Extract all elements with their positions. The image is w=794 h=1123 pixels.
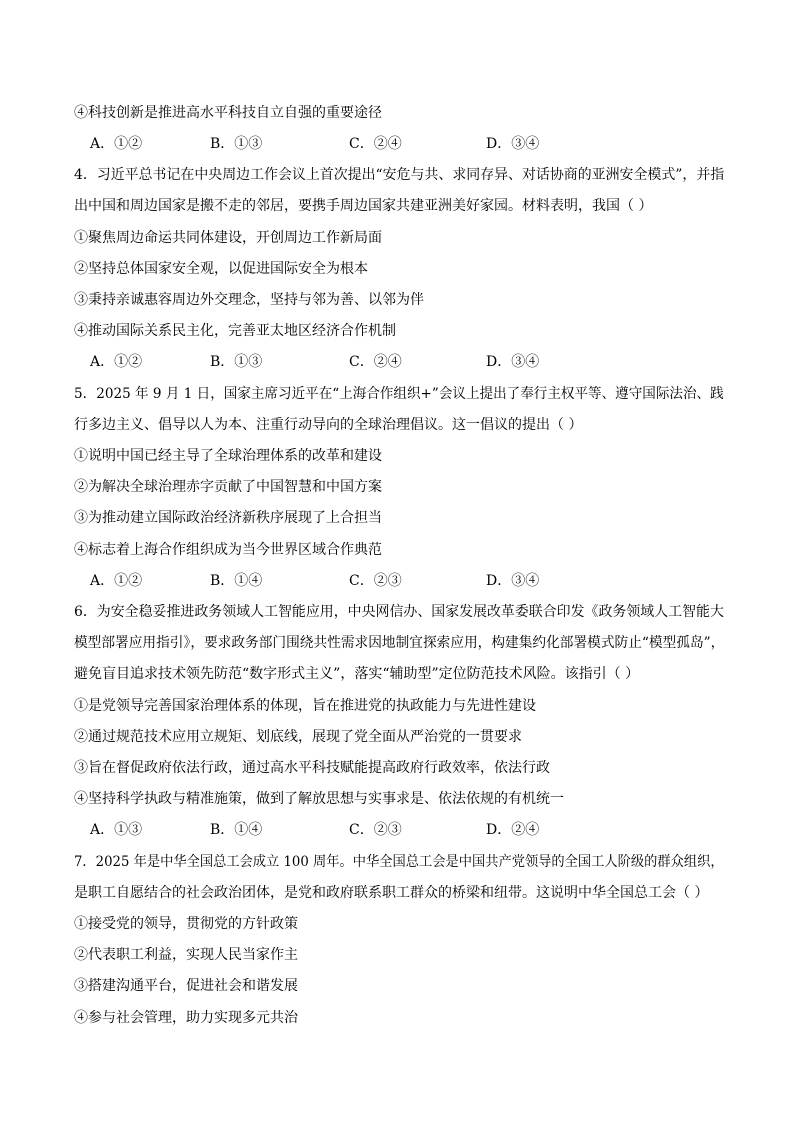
q7-option-2: ②代表职工利益，实现人民当家作主 bbox=[74, 947, 298, 963]
q7-option-4: ④参与社会管理，助力实现多元共治 bbox=[74, 1010, 298, 1026]
q6-choices bbox=[90, 820, 730, 840]
q7-option-3: ③搭建沟通平台，促进社会和谐发展 bbox=[74, 978, 298, 994]
q4-option-3: ③秉持亲诚惠容周边外交理念，坚持与邻为善、以邻为伴 bbox=[74, 292, 424, 308]
q5-option-4: ④标志着上海合作组织成为当今世界区域合作典范 bbox=[74, 542, 382, 558]
q7-stem-line-1: 7．2025 年是中华全国总工会成立 100 周年。中华全国总工会是中国共产党领导的全国工人阶级的群众组织， bbox=[74, 854, 724, 870]
q3-choice-d: D．③④ bbox=[486, 136, 540, 152]
q3-choice-a: A．①② bbox=[90, 136, 143, 152]
q4-choice-c: C．②④ bbox=[349, 354, 402, 370]
q6-stem-line-2: 模型部署应用指引》，要求政务部门围绕共性需求因地制宜探索应用，构建集约化部署模式防止“模型孤岛”， bbox=[74, 635, 725, 651]
q3-choice-c: C．②④ bbox=[349, 136, 402, 152]
q5-choices bbox=[90, 571, 730, 591]
q4-stem-line-2: 出中国和周边国家是搬不走的邻居，要携手周边国家共建亚洲美好家园。材料表明，我国（ ） bbox=[74, 198, 653, 214]
q7-option-1: ①接受党的领导，贯彻党的方针政策 bbox=[74, 916, 298, 932]
q5-choice-d: D．③④ bbox=[486, 573, 540, 589]
q5-choice-c: C．②③ bbox=[349, 573, 402, 589]
q6-stem-line-3: 避免盲目追求技术领先防范“数字形式主义”，落实“辅助型”定位防范技术风险。该指引（ ） bbox=[74, 666, 640, 682]
q6-choice-a: A．①③ bbox=[90, 822, 143, 838]
q6-choice-b: B．①④ bbox=[210, 822, 263, 838]
q6-stem-line-1: 6．为安全稳妥推进政务领域人工智能应用，中央网信办、国家发展改革委联合印发《政务领域人工智能大 bbox=[74, 604, 724, 620]
q4-stem-line-1: 4．习近平总书记在中央周边工作会议上首次提出“安危与共、求同存异、对话协商的亚洲安全模式”，并指 bbox=[74, 167, 725, 183]
q4-choice-d: D．③④ bbox=[486, 354, 540, 370]
q3-choice-b: B．①③ bbox=[210, 136, 263, 152]
q7-stem-line-2: 是职工自愿结合的社会政治团体，是党和政府联系职工群众的桥梁和纽带。这说明中华全国总工会（ ） bbox=[74, 885, 709, 901]
q6-option-2: ②通过规范技术应用立规矩、划底线，展现了党全面从严治党的一贯要求 bbox=[74, 729, 522, 745]
q4-option-1: ①聚焦周边命运共同体建设，开创周边工作新局面 bbox=[74, 230, 382, 246]
q6-option-4: ④坚持科学执政与精准施策，做到了解放思想与实事求是、依法依规的有机统一 bbox=[74, 791, 564, 807]
q3-choices bbox=[90, 134, 730, 154]
q4-option-2: ②坚持总体国家安全观，以促进国际安全为根本 bbox=[74, 261, 368, 277]
q4-choice-b: B．①③ bbox=[210, 354, 263, 370]
q6-option-3: ③旨在督促政府依法行政，通过高水平科技赋能提高政府行政效率，依法行政 bbox=[74, 760, 550, 776]
q5-choice-b: B．①④ bbox=[210, 573, 263, 589]
q6-choice-c: C．②③ bbox=[349, 822, 402, 838]
q5-stem-line-2: 行多边主义、倡导以人为本、注重行动导向的全球治理倡议。这一倡议的提出（ ） bbox=[74, 417, 583, 433]
q5-stem-line-1: 5．2025 年 9 月 1 日，国家主席习近平在“上海合作组织+”会议上提出了奉行主权平等、遵守国际法治、践 bbox=[74, 386, 724, 402]
q5-option-2: ②为解决全球治理赤字贡献了中国智慧和中国方案 bbox=[74, 479, 382, 495]
q6-choice-d: D．②④ bbox=[486, 822, 540, 838]
q4-option-4: ④推动国际关系民主化，完善亚太地区经济合作机制 bbox=[74, 323, 396, 339]
q4-choices bbox=[90, 352, 730, 372]
q5-choice-a: A．①② bbox=[90, 573, 143, 589]
q5-option-1: ①说明中国已经主导了全球治理体系的改革和建设 bbox=[74, 448, 382, 464]
q5-option-3: ③为推动建立国际政治经济新秩序展现了上合担当 bbox=[74, 510, 382, 526]
q6-option-1: ①是党领导完善国家治理体系的体现，旨在推进党的执政能力与先进性建设 bbox=[74, 698, 536, 714]
q4-choice-a: A．①② bbox=[90, 354, 143, 370]
q3-option-4: ④科技创新是推进高水平科技自立自强的重要途径 bbox=[74, 105, 382, 121]
